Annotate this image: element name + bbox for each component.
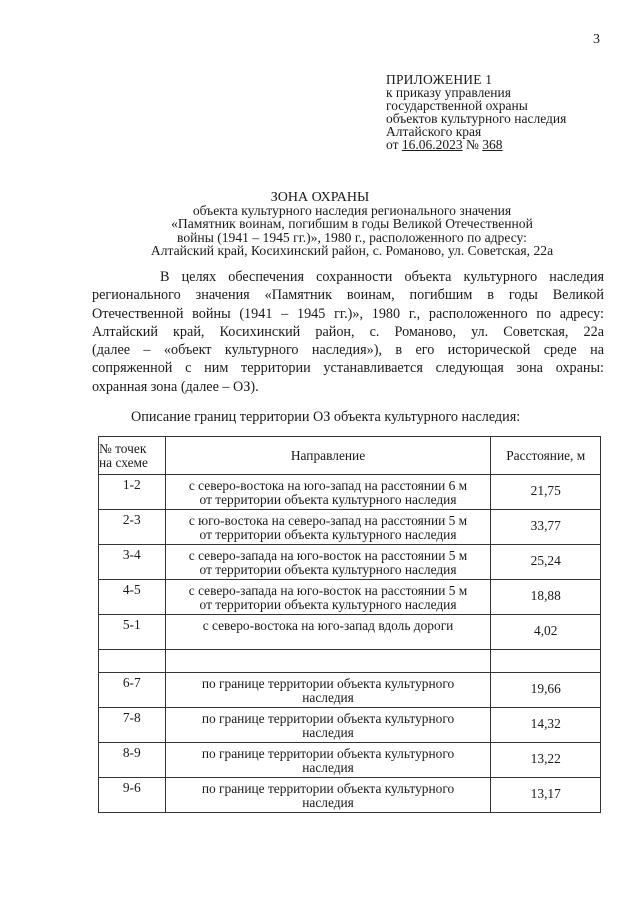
direction-line: наследия [302,760,354,775]
direction-line: наследия [302,725,354,740]
cell-direction [165,510,491,545]
appendix-line: Алтайского края [386,124,482,139]
direction-line: наследия [302,690,354,705]
appendix-block [386,73,566,151]
cell-points [99,510,166,545]
cell-distance [491,475,601,510]
direction-line: от территории объекта культурного наследия [199,527,457,542]
cell-points [99,708,166,743]
cell-points [99,475,166,510]
table-body [99,475,601,813]
appendix-date-line [386,138,566,151]
boundary-table [98,436,601,813]
zone-subtitle-line: Алтайский край, Косихинский район, с. Романово, ул. Советская, 22а [150,243,554,259]
cell-direction [165,778,491,813]
distance-value: 13,17 [530,786,561,801]
cell-distance [491,510,601,545]
distance-value: 19,66 [530,681,561,696]
cell-distance [491,615,601,650]
distance-value: 18,88 [530,588,561,603]
cell-points [99,778,166,813]
distance-value: 14,32 [530,716,561,731]
appendix-line: государственной охраны [386,98,528,113]
cell-points [99,545,166,580]
direction-line: с северо-запада на юго-восток на расстоянии 5 м [188,548,468,563]
points-value: 9-6 [122,780,141,795]
distance-value: 4,02 [534,623,558,638]
direction-line: по границе территории объекта культурного [201,746,455,761]
header-direction: Направление [165,437,491,475]
cell-direction [165,650,491,673]
appendix-line: к приказу управления [386,85,511,100]
zone-subtitle [0,204,640,258]
points-value: 3-4 [122,547,141,562]
cell-distance [491,708,601,743]
paragraph-line: В целях обеспечения сохранности объекта культурного наследия [160,269,604,285]
cell-distance [491,545,601,580]
paragraph-line: охранная зона (далее – ОЗ). [92,378,259,395]
paragraph-line: регионального значения «Памятник воинам, погибшим в годы Великой [92,287,604,304]
appendix-title: ПРИЛОЖЕНИЕ 1 [386,72,493,87]
points-value: 7-8 [122,710,141,725]
cell-distance [491,650,601,673]
cell-distance [491,743,601,778]
direction-line: по границе территории объекта культурного [201,711,455,726]
table-row [99,743,601,778]
points-value: 1-2 [122,477,141,492]
points-value: 4-5 [122,582,141,597]
direction-line: наследия [302,795,354,810]
direction-line: с юго-востока на северо-запад на расстоянии 5 м [188,513,468,528]
cell-direction [165,475,491,510]
body-paragraph [92,268,604,396]
direction-line: с северо-запада на юго-восток на расстоянии 5 м [188,583,468,598]
table-row [99,475,601,510]
number-prefix: № [462,137,483,152]
table-row [99,778,601,813]
cell-distance [491,580,601,615]
paragraph-line: Отечественной войны (1941 – 1945 гг.)», 1980 г., расположенного по адресу: [92,305,604,322]
points-value: 8-9 [122,745,141,760]
table-row [99,580,601,615]
distance-value [491,650,600,659]
direction-line: с северо-востока на юго-запад вдоль дороги [202,618,454,633]
appendix-number: 368 [482,137,503,152]
table-row [99,510,601,545]
appendix-date: 16.06.2023 [401,137,463,152]
table-caption: Описание границ территории ОЗ объекта культурного наследия: [131,409,521,425]
zone-title: ЗОНА ОХРАНЫ [270,190,370,205]
direction-line: от территории объекта культурного наследия [199,597,457,612]
cell-distance [491,778,601,813]
date-prefix: от [386,137,402,152]
header-points [99,437,166,475]
header-points-line: на схеме [99,454,148,470]
cell-points [99,580,166,615]
direction-line: с северо-востока на юго-запад на расстоянии 6 м [188,478,468,493]
zone-subtitle-line: войны (1941 – 1945 гг.)», 1980 г., расположенного по адресу: [177,229,527,245]
paragraph-line: сопряженной с ним территории устанавливается следующая зона охраны: [92,360,604,377]
distance-value: 25,24 [530,553,561,568]
header-distance: Расстояние, м [491,437,601,475]
cell-direction [165,545,491,580]
cell-direction [165,708,491,743]
table-row [99,673,601,708]
points-value: 5-1 [122,617,141,632]
cell-direction [165,615,491,650]
distance-value: 21,75 [530,483,561,498]
appendix-line: объектов культурного наследия [386,111,567,126]
distance-value: 13,22 [530,751,561,766]
table-row [99,708,601,743]
cell-direction [165,580,491,615]
table-header-row [99,437,601,475]
direction-line: по границе территории объекта культурного [201,676,455,691]
direction-line: от территории объекта культурного наследия [199,492,457,507]
points-value: 6-7 [122,675,141,690]
cell-points [99,673,166,708]
table-row [99,615,601,650]
header-points-line: № точек [99,440,147,456]
cell-points [99,650,166,673]
direction-line: от территории объекта культурного наследия [199,562,457,577]
paragraph-line: Алтайский край, Косихинский район, с. Романово, ул. Советская, 22а [92,323,604,340]
page-number: 3 [593,32,600,47]
cell-points [99,743,166,778]
cell-direction [165,673,491,708]
zone-subtitle-line: «Памятник воинам, погибшим в годы Великой Отечественной [171,216,533,232]
table-row [99,650,601,673]
zone-subtitle-line: объекта культурного наследия регионального значения [192,203,512,218]
points-value [99,650,165,653]
cell-direction [165,743,491,778]
cell-points [99,615,166,650]
direction-line: по границе территории объекта культурного [201,781,455,796]
points-value: 2-3 [122,512,141,527]
cell-distance [491,673,601,708]
paragraph-line: (далее – «объект культурного наследия»), в его исторической среде на [92,342,604,359]
distance-value: 33,77 [530,518,561,533]
table-row [99,545,601,580]
